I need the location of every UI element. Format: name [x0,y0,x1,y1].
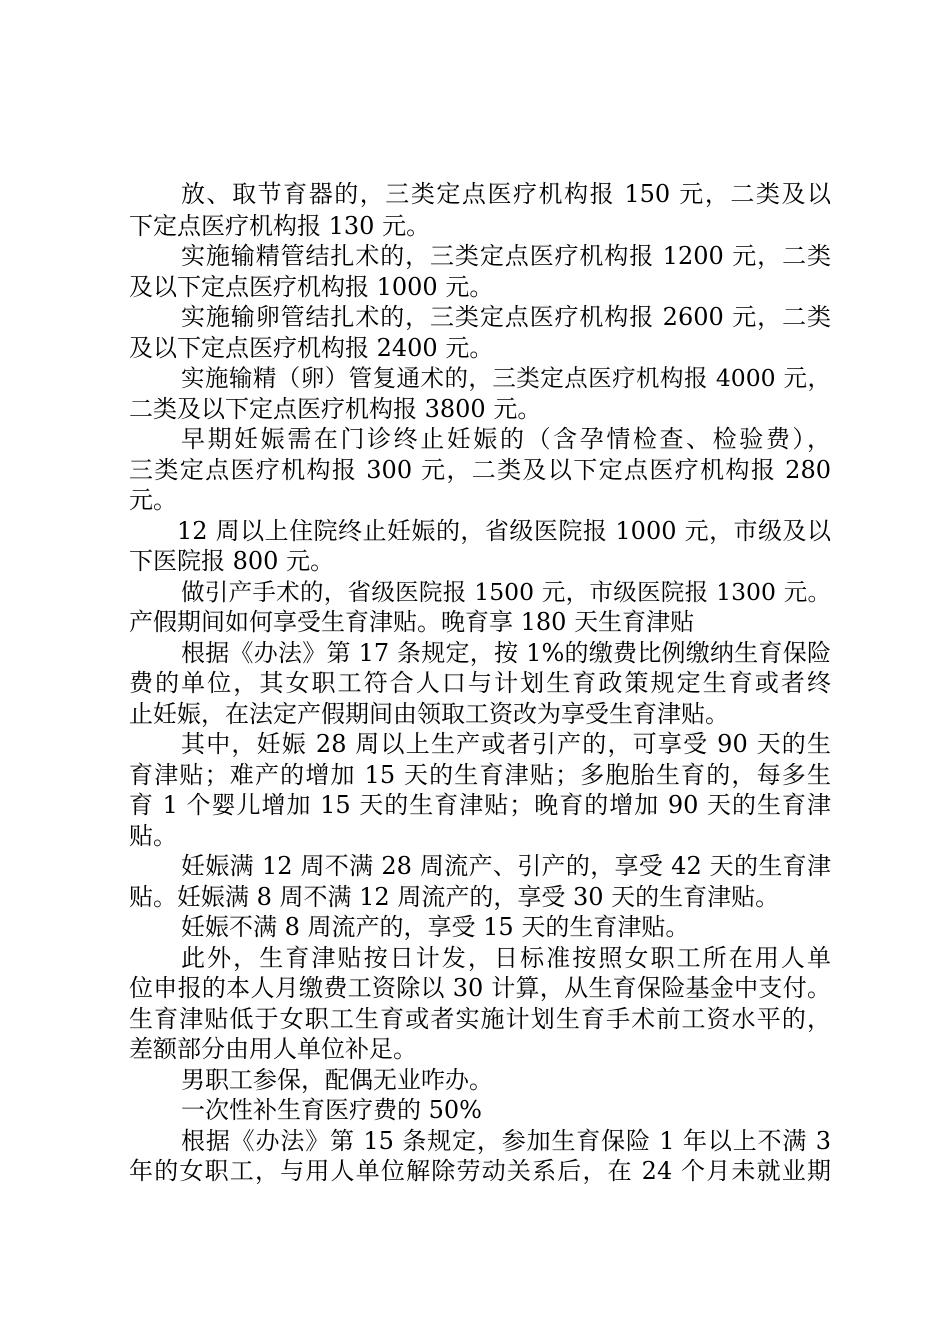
text-line: 元。 [129,486,177,514]
text-line: 实施输精管结扎术的，三类定点医疗机构报 1200 元，二类 [181,242,831,270]
text-line: 二类及以下定点医疗机构报 3800 元。 [129,395,542,423]
text-line: 其中，妊娠 28 周以上生产或者引产的，可享受 90 天的生 [181,730,831,758]
text-line: 及以下定点医疗机构报 2400 元。 [129,334,494,362]
text-line: 一次性补生育医疗费的 50% [181,1096,482,1124]
text-line: 男职工参保，配偶无业咋办。 [181,1066,493,1094]
text-line: 年的女职工，与用人单位解除劳动关系后，在 24 个月未就业期 [129,1157,831,1185]
text-line: 实施输精（卵）管复通术的，三类定点医疗机构报 4000 元， [181,364,831,392]
text-line: 根据《办法》第 17 条规定，按 1%的缴费比例缴纳生育保险 [181,639,831,667]
text-line: 产假期间如何享受生育津贴。晚育享 180 天生育津贴 [129,608,695,636]
text-line: 生育津贴低于女职工生育或者实施计划生育手术前工资水平的， [129,1005,831,1033]
text-line: 育 1 个婴儿增加 15 天的生育津贴；晚育的增加 90 天的生育津 [129,791,831,819]
text-line: 放、取节育器的，三类定点医疗机构报 150 元，二类及以 [181,180,831,208]
text-line: 早期妊娠需在门诊终止妊娠的（含孕情检查、检验费）， [181,425,831,453]
text-line: 差额部分由用人单位补足。 [129,1035,417,1063]
text-line: 下定点医疗机构报 130 元。 [129,212,431,240]
text-line: 育津贴；难产的增加 15 天的生育津贴；多胞胎生育的，每多生 [129,761,831,789]
text-line: 12 周以上住院终止妊娠的，省级医院报 1000 元，市级及以 [177,517,831,545]
text-line: 实施输卵管结扎术的，三类定点医疗机构报 2600 元，二类 [181,303,831,331]
text-line: 此外，生育津贴按日计发，日标准按照女职工所在用人单 [181,944,831,972]
text-line: 贴。 [129,822,177,850]
text-line: 位申报的本人月缴费工资除以 30 计算，从生育保险基金中支付。 [129,974,831,1002]
text-line: 妊娠不满 8 周流产的，享受 15 天的生育津贴。 [181,913,690,941]
text-line: 及以下定点医疗机构报 1000 元。 [129,273,494,301]
text-line: 妊娠满 12 周不满 28 周流产、引产的，享受 42 天的生育津 [181,852,831,880]
text-line: 费的单位，其女职工符合人口与计划生育政策规定生育或者终 [129,669,831,697]
text-line: 根据《办法》第 15 条规定，参加生育保险 1 年以上不满 3 [181,1127,831,1155]
text-line: 下医院报 800 元。 [129,547,335,575]
text-line: 止妊娠，在法定产假期间由领取工资改为享受生育津贴。 [129,700,729,728]
text-line: 贴。妊娠满 8 周不满 12 周流产的，享受 30 天的生育津贴。 [129,883,780,911]
text-line: 三类定点医疗机构报 300 元，二类及以下定点医疗机构报 280 [129,456,831,484]
text-line: 做引产手术的，省级医院报 1500 元，市级医院报 1300 元。 [181,578,831,606]
